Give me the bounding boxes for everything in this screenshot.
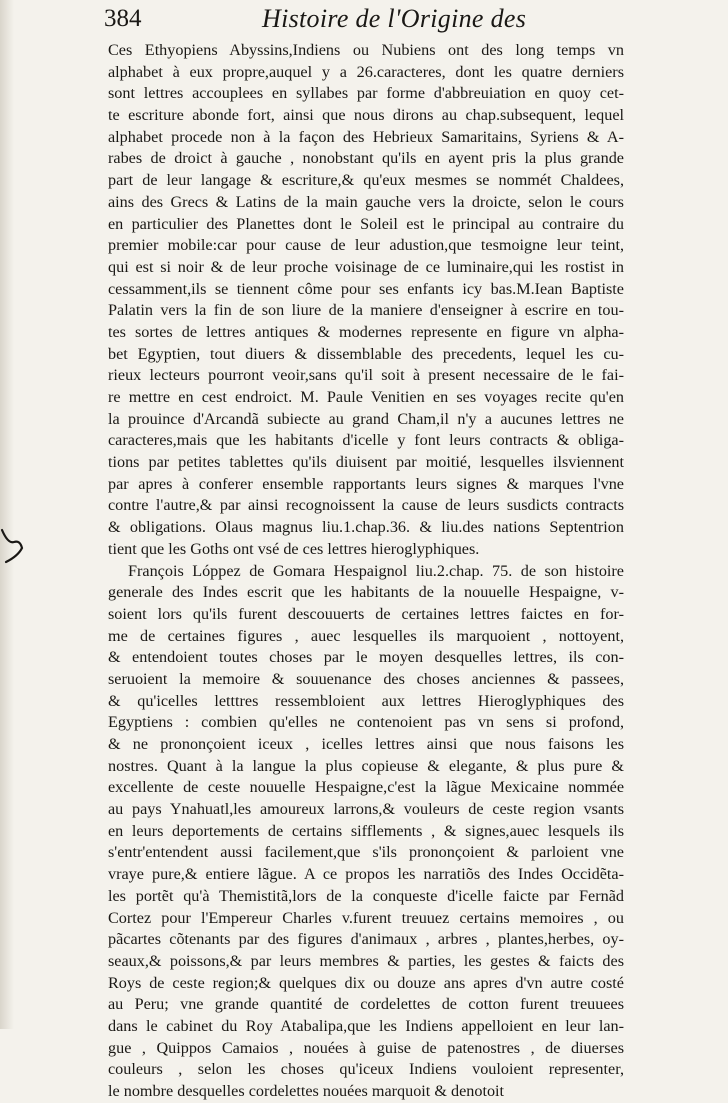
text-line: contre l'autre,& par ainsi recognoissent la cause de leurs susdicts contracts (108, 496, 624, 515)
text-line: les portẽt qu'à Themistitã,lors de la conqueste d'icelle faicte par Fernãd (108, 886, 624, 905)
text-line: François Lóppez de Gomara Hespaignol liu.2.chap. 75. de son histoire (128, 561, 624, 580)
paragraph (108, 561, 624, 1103)
text-line: au Peru; vne grande quantité de cordelettes de cotton furent treuuees (108, 995, 624, 1014)
text-line: couleurs , selon les choses qu'iceux Indiens vouloient representer, (108, 1060, 624, 1079)
text-line: dans le cabinet du Roy Atabalipa,que les Indiens appelloient en leur lan- (108, 1016, 624, 1035)
text-line: s'entr'entendent aussi facilement,que s'ils prononçoient & parloient vne (108, 843, 624, 862)
text-line: tient que les Goths ont vsé de ces lettres hieroglyphiques. (108, 539, 480, 558)
text-line: au pays Ynahuatl,les amoureux larrons,& vouleurs de ceste region vsants (108, 800, 624, 819)
text-line: alphabet procede non à la façon des Hebrieux Samaritains, Syriens & A- (108, 127, 624, 146)
text-line: soient lors qu'ils furent descouuerts de certaines lettres faictes en for- (108, 604, 624, 623)
text-line: en particulier des Planettes dont le Soleil est le principal au contraire du (108, 214, 624, 233)
text-line: Egyptiens : combien qu'elles ne contenoient pas vn sens si profond, (108, 713, 624, 732)
text-line: & obligations. Olaus magnus liu.1.chap.36. & liu.des nations Septentrion (108, 518, 624, 537)
text-line: part de leur langage & escriture,& qu'eux mesmes se nommét Chaldees, (108, 171, 624, 190)
text-line: te escriture abonde fort, ainsi que nous dirons au chap.subsequent, lequel (108, 106, 624, 125)
text-line: en leurs deportements de certains sifflements , & signes,auec lesquels ils (108, 821, 624, 840)
text-line: Ces Ethyopiens Abyssins,Indiens ou Nubiens ont des long temps vn (108, 41, 624, 59)
text-line: Cortez pour l'Empereur Charles v.furent treuuez certains memoires , ou (108, 908, 624, 927)
text-line: generale des Indes escrit que les habitants de la nouuelle Hespaigne, v- (108, 583, 624, 602)
text-line: cessamment,ils se tiennent côme pour ses enfants icy bas.M.Iean Baptiste (108, 279, 624, 298)
margin-bracket-mark (0, 526, 26, 566)
page-edge-shadow (0, 0, 14, 1029)
text-line: ains des Grecs & Latins de la main gauche vers la droicte, selon le cours (108, 192, 624, 211)
text-line: & qu'icelles letttres ressembloient aux lettres Hieroglyphiques des (108, 691, 624, 710)
text-line: bet Egyptien, tout diuers & dissemblable des precedents, lequel les cu- (108, 344, 624, 363)
running-title: Histoire de l'Origine des (262, 4, 527, 33)
text-line: seruoient la memoire & souuenance des choses anciennes & passees, (108, 669, 624, 688)
page-header (104, 2, 624, 38)
text-line: tions par petites tablettes qu'ils diuisent par moitié, lesquelles ilsviennent (108, 453, 624, 472)
text-line: & entendoient toutes choses par le moyen desquelles lettres, ils con- (108, 648, 624, 667)
text-line: vraye pure,& entiere lãgue. A ce propos les narratiõs des Indes Occidẽta- (108, 865, 624, 884)
text-line: caracteres,mais que les habitants d'icelle y font leurs contracts & obliga- (108, 431, 624, 450)
text-line: rieux lecteurs pourront veoir,sans qu'il soit à present necessaire de le fai- (108, 366, 624, 385)
text-line: nostres. Quant à la langue la plus copieuse & elegante, & plus pure & (108, 756, 624, 775)
text-line: sont lettres accouplees en syllabes par forme d'abbreuiation en quoy cet- (108, 84, 624, 103)
text-line: alphabet à eux propre,auquel y a 26.caracteres, dont les quatre derniers (108, 62, 624, 81)
text-line: rabes de droict à gauche , nonobstant qu'ils en ayent pris la plus grande (108, 149, 624, 168)
page-number: 384 (104, 5, 142, 32)
text-line: par apres à conferer ensemble rapportants leurs signes & marques l'vne (108, 474, 624, 493)
paragraph (108, 40, 624, 561)
text-line: gue , Quippos Camaios , nouées à guise de patenostres , de diuerses (108, 1038, 624, 1057)
text-line: la prouince d'Arcandã subiecte au grand Cham,il n'y a aucunes lettres ne (108, 409, 624, 428)
text-line: Roys de ceste region;& quelques dix ou douze ans apres d'vn autre costé (108, 973, 624, 992)
text-line: seaux,& poissons,& par leurs membres & parties, les gestes & faicts des (108, 951, 624, 970)
text-line: excellente de ceste nouuelle Hespaigne,c'est la lãgue Mexicaine nommée (108, 778, 624, 797)
text-line: tes sortes de lettres antiques & modernes represente en figure vn alpha- (108, 322, 624, 341)
text-line: pãcartes cõtenants par des figures d'animaux , arbres , plantes,herbes, oy- (108, 930, 624, 949)
text-line: & ne prononçoient iceux , icelles lettres ainsi que nous faisons les (108, 735, 624, 753)
text-line: qui est si noir & de leur proche voisinage de ce luminaire,qui les rostist in (108, 257, 624, 276)
text-line: me de certaines figures , auec lesquelles ils marquoient , nottoyent, (108, 626, 624, 645)
body-text (108, 40, 624, 1103)
text-line: Palatin vers la fin de son liure de la maniere d'enseigner à escrire en tou- (108, 301, 624, 320)
text-line: re mettre en cest endroict. M. Paule Venitien en ses voyages recite qu'en (108, 388, 624, 406)
text-line: premier mobile:car pour cause de leur adustion,que tesmoigne leur teint, (108, 236, 624, 255)
text-line: le nombre desquelles cordelettes nouées marquoit & denotoit (108, 1082, 505, 1100)
